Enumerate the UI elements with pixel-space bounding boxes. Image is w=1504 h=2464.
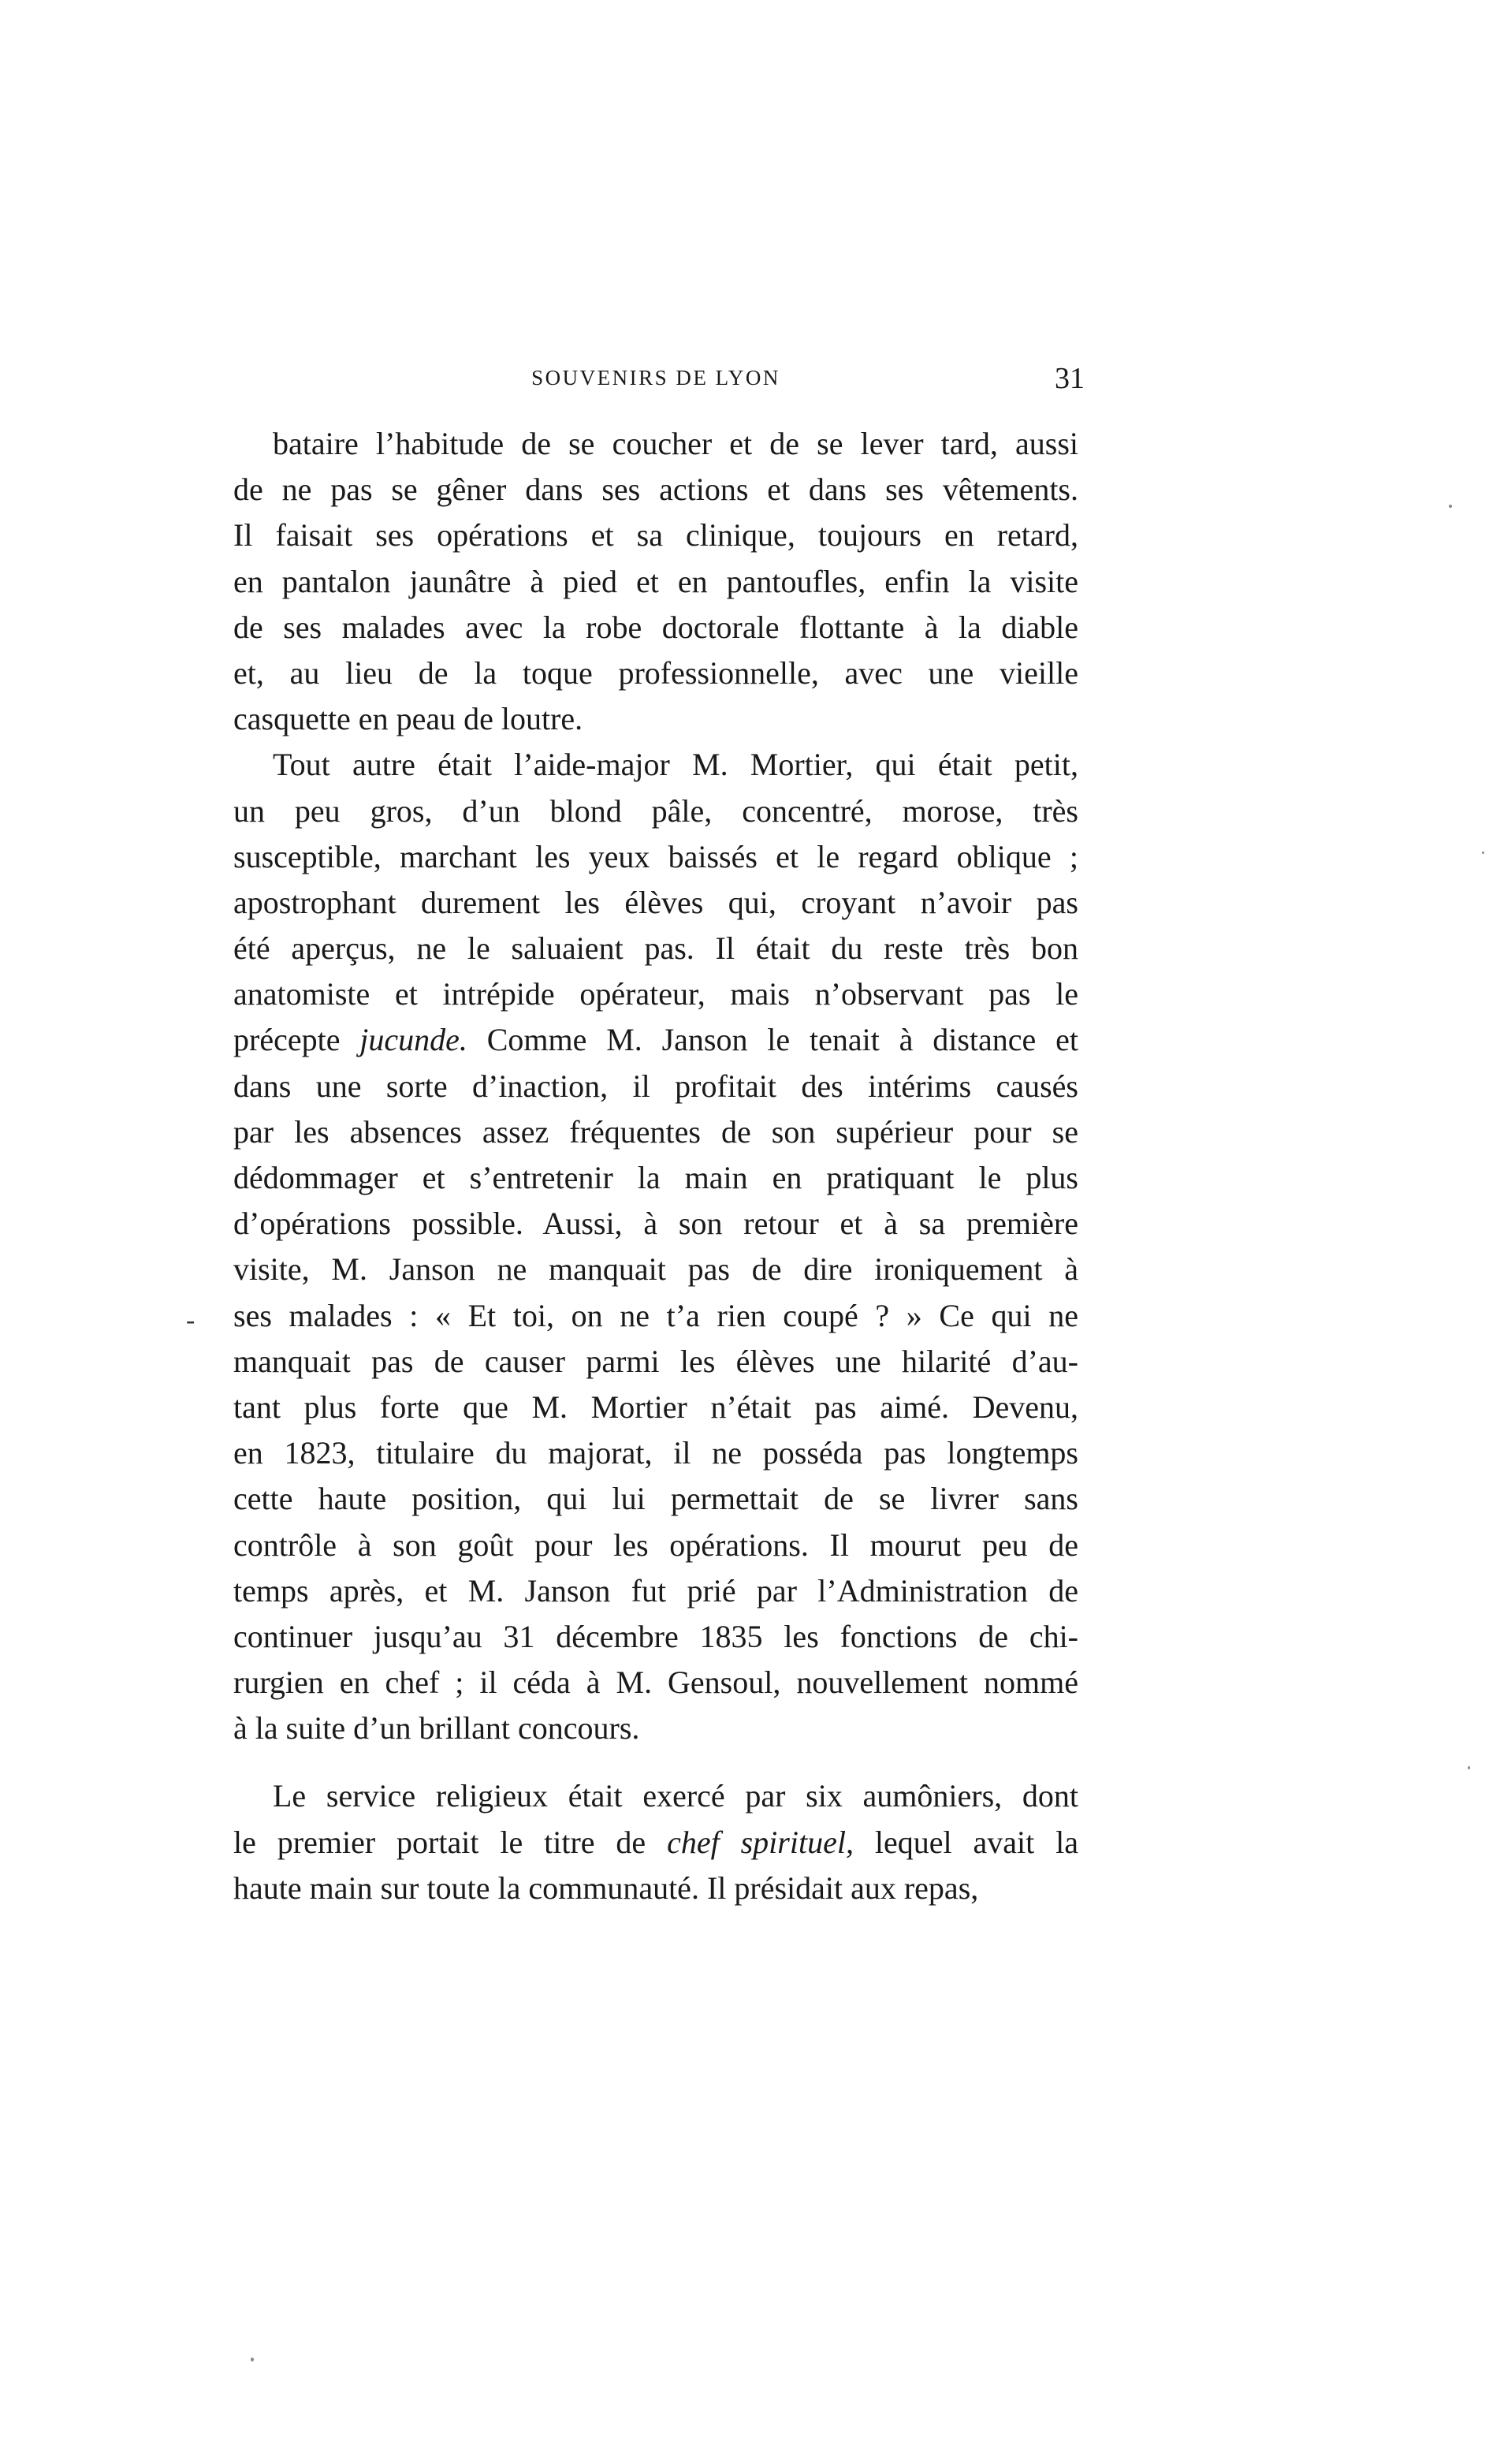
text-line (233, 1017, 1078, 1063)
text-line: Tout autre était l’aide-major M. Mortier, qui était petit, (273, 747, 1078, 783)
text-line: été aperçus, ne le saluaient pas. Il était du reste très bon (233, 930, 1078, 967)
text-line: rurgien en chef ; il céda à M. Gensoul, nouvellement nommé (233, 1664, 1078, 1701)
text-line: contrôle à son goût pour les opérations. Il mourut peu de (233, 1526, 1078, 1563)
text-line: Le service religieux était exercé par six aumôniers, dont (273, 1778, 1078, 1814)
running-head (233, 361, 1085, 408)
body-text (233, 421, 1078, 1911)
paragraph (233, 421, 1078, 742)
text-run: le premier portait le titre de (233, 1824, 668, 1860)
text-line: tant plus forte que M. Mortier n’était pas aimé. Devenu, (233, 1389, 1078, 1425)
text-line: de ne pas se gêner dans ses actions et dans ses vêtements. (233, 472, 1078, 508)
text-line: dans une sorte d’inaction, il profitait des intérims causés (233, 1068, 1078, 1104)
text-line: un peu gros, d’un blond pâle, concentré, morose, très (233, 792, 1078, 829)
text-run: précepte (233, 1022, 360, 1058)
running-title: SOUVENIRS DE LYON (531, 366, 780, 390)
page-number: 31 (1055, 362, 1085, 395)
text-line: casquette en peau de loutre. (233, 701, 583, 737)
text-line: en pantalon jaunâtre à pied et en pantoufles, enfin la visite (233, 563, 1078, 599)
text-line: continuer jusqu’au 31 décembre 1835 les fonctions de chi- (233, 1618, 1078, 1654)
scan-speck (251, 2358, 254, 2361)
text-line: par les absences assez fréquentes de son supérieur pour se (233, 1113, 1078, 1150)
text-line (233, 1820, 1078, 1866)
text-line: en 1823, titulaire du majorat, il ne posséda pas longtemps (233, 1435, 1078, 1471)
text-line: susceptible, marchant les yeux baissés et le regard oblique ; (233, 838, 1078, 874)
text-run: Comme M. Janson le tenait à distance et (467, 1022, 1078, 1058)
text-line: dédommager et s’entretenir la main en pratiquant le plus (233, 1160, 1078, 1195)
text-line: et, au lieu de la toque professionnelle, avec une vieille (233, 654, 1078, 691)
text-line: haute main sur toute la communauté. Il présidait aux repas, (233, 1869, 979, 1906)
italic-text-run: jucunde. (359, 1022, 467, 1058)
paragraph-gap (233, 1751, 1078, 1773)
text-line: visite, M. Janson ne manquait pas de dire ironiquement à (233, 1251, 1078, 1288)
text-line: temps après, et M. Janson fut prié par l’Administration de (233, 1572, 1078, 1608)
text-line: à la suite d’un brillant concours. (233, 1710, 640, 1746)
text-line: apostrophant durement les élèves qui, croyant n’avoir pas (233, 884, 1078, 920)
text-run: lequel avait la (853, 1824, 1078, 1860)
text-line: manquait pas de causer parmi les élèves une hilarité d’au- (233, 1343, 1078, 1379)
paragraph (233, 1773, 1078, 1911)
scan-speck (1449, 505, 1452, 508)
text-line: de ses malades avec la robe doctorale flottante à la diable (233, 609, 1078, 645)
text-line: cette haute position, qui lui permettait de se livrer sans (233, 1481, 1078, 1517)
italic-text-run: chef spirituel, (667, 1824, 854, 1860)
scan-speck (1482, 852, 1484, 854)
paragraph (233, 742, 1078, 1751)
text-line: ses malades : « Et toi, on ne t’a rien coupé ? » Ce qui ne (233, 1297, 1078, 1333)
text-line: anatomiste et intrépide opérateur, mais n’observant pas le (233, 976, 1078, 1012)
margin-mark: - (186, 1306, 195, 1335)
text-line: bataire l’habitude de se coucher et de se lever tard, aussi (273, 426, 1078, 461)
scan-speck (1468, 1766, 1470, 1769)
text-line: d’opérations possible. Aussi, à son retour et à sa première (233, 1206, 1078, 1242)
text-line: Il faisait ses opérations et sa clinique, toujours en retard, (233, 517, 1078, 554)
